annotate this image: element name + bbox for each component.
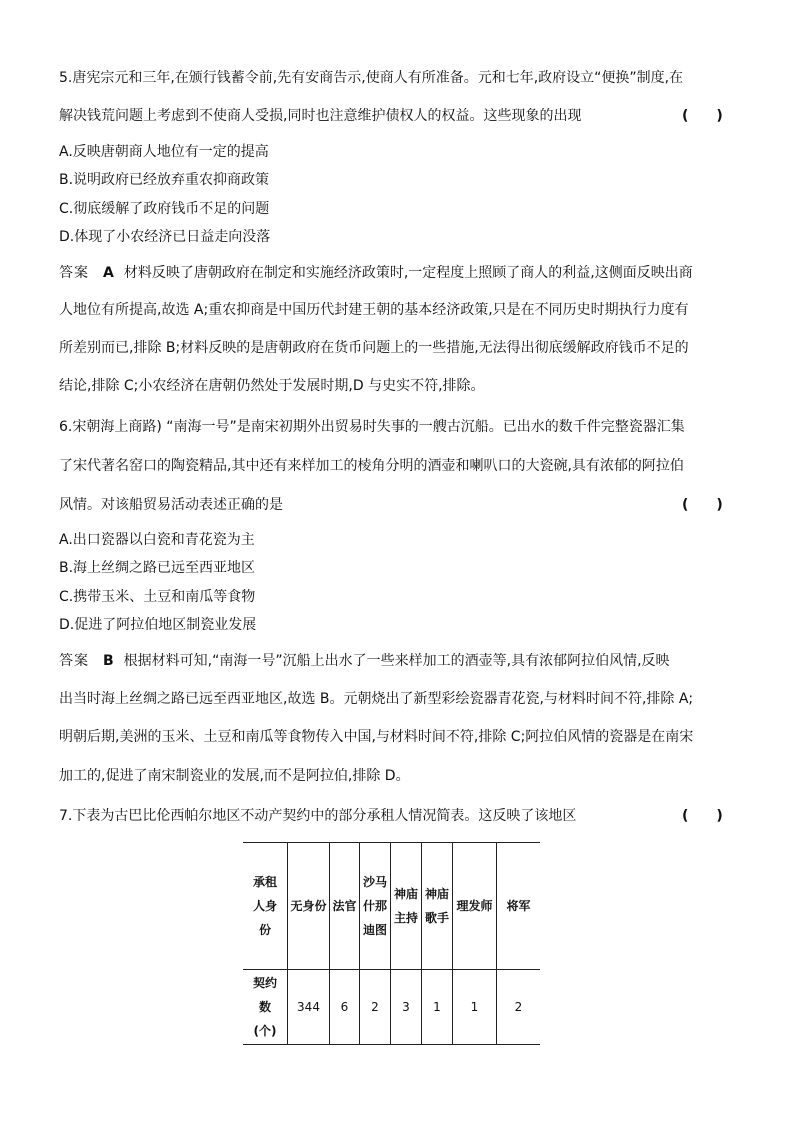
- q6-analysis-2: 出当时海上丝绸之路已远至西亚地区,故选 B。元朝烧出了新型彩绘瓷器青花瓷,与材料时间不符,排除 A;: [59, 691, 694, 707]
- q5-option-b: B.说明政府已经放弃重农抑商政策: [59, 172, 270, 188]
- q6-stem-line-2: 了宋代著名窑口的陶瓷精品,其中还有来样加工的棱角分明的酒壶和喇叭口的大瓷碗,具有浓郁的阿拉伯: [59, 458, 684, 474]
- table-cell: 3: [391, 970, 422, 1045]
- q6-option-d: D.促进了阿拉伯地区制瓷业发展: [59, 617, 257, 633]
- table-cell: 1: [453, 970, 497, 1045]
- q6-option-b: B.海上丝绸之路已远至西亚地区: [59, 560, 256, 576]
- q5-analysis-2: 人地位有所提高,故选 A;重农抑商是中国历代封建王朝的基本经济政策,只是在不同历史时期执行力度有: [59, 302, 689, 318]
- table-col-general: 将军: [497, 843, 541, 970]
- q5-answer-letter: A: [103, 265, 114, 281]
- q5-option-c: C.彻底缓解了政府钱币不足的问题: [59, 201, 270, 217]
- table-cell: 344: [288, 970, 330, 1045]
- q6-analysis-4: 加工的,促进了南宋制瓷业的发展,而不是阿拉伯,排除 D。: [59, 768, 410, 784]
- q5-answer-label: 答案: [59, 265, 89, 281]
- q6-answer-label: 答案: [59, 653, 89, 669]
- table-cell: 2: [360, 970, 391, 1045]
- q5-answer-line-1: [59, 264, 693, 282]
- q6-analysis-3: 明朝后期,美洲的玉米、土豆和南瓜等食物传入中国,与材料时间不符,排除 C;阿拉伯风情的瓷器是在南宋: [59, 729, 694, 745]
- table-cell: 1: [422, 970, 453, 1045]
- q6-stem-line-3: 风情。对该船贸易活动表述正确的是: [59, 497, 283, 513]
- q6-analysis-1: 根据材料可知,“南海一号”沉船上出水了一些来样加工的酒壶等,具有浓郁阿拉伯风情,反映: [123, 653, 670, 669]
- table-row-header-count: 契约数(个): [243, 970, 288, 1045]
- table-cell: 2: [497, 970, 541, 1045]
- q7-stem: 7.下表为古巴比伦西帕尔地区不动产契约中的部分承租人情况简表。这反映了该地区: [59, 808, 577, 824]
- q6-option-c: C.携带玉米、土豆和南瓜等食物: [59, 589, 256, 605]
- table-col-barber: 理发师: [453, 843, 497, 970]
- q6-answer-paren: ( ): [682, 497, 723, 513]
- table-col-no-identity: 无身份: [288, 843, 330, 970]
- q7-answer-paren: ( ): [682, 808, 723, 824]
- table-col-temple-singer: 神庙歌手: [422, 843, 453, 970]
- table-col-judge: 法官: [330, 843, 360, 970]
- table-header-row: [243, 843, 540, 970]
- q6-answer-letter: B: [103, 653, 114, 669]
- lessee-table: [243, 842, 540, 1045]
- table-row: [243, 970, 540, 1045]
- q6-answer-line-1: [59, 652, 670, 670]
- q6-stem-line-1: 6.宋朝海上商路) “南海一号”是南宋初期外出贸易时失事的一艘古沉船。已出水的数千件完整瓷器汇集: [59, 419, 685, 435]
- q5-stem-line-1: 5.唐宪宗元和三年,在颁行钱蓄令前,先有安商告示,使商人有所准备。元和七年,政府设立“便换”制度,在: [59, 70, 684, 86]
- q5-answer-paren: ( ): [682, 108, 723, 124]
- table-col-naditum: 沙马什那迪图: [360, 843, 391, 970]
- table-col-temple-head: 神庙主持: [391, 843, 422, 970]
- table-row-header-identity: 承租人身份: [243, 843, 288, 970]
- q5-option-a: A.反映唐朝商人地位有一定的提高: [59, 144, 269, 160]
- table-cell: 6: [330, 970, 360, 1045]
- q5-option-d: D.体现了小农经济已日益走向没落: [59, 229, 271, 245]
- q5-analysis-1: 材料反映了唐朝政府在制定和实施经济政策时,一定程度上照顾了商人的利益,这侧面反映出商: [123, 265, 693, 281]
- q5-analysis-4: 结论,排除 C;小农经济在唐朝仍然处于发展时期,D 与史实不符,排除。: [59, 378, 485, 394]
- q6-option-a: A.出口瓷器以白瓷和青花瓷为主: [59, 532, 255, 548]
- q5-analysis-3: 所差别而已,排除 B;材料反映的是唐朝政府在货币问题上的一些措施,无法得出彻底缓解政府钱币不足的: [59, 340, 689, 356]
- q5-stem-line-2: 解决钱荒问题上考虑到不使商人受损,同时也注意维护债权人的权益。这些现象的出现: [59, 108, 582, 124]
